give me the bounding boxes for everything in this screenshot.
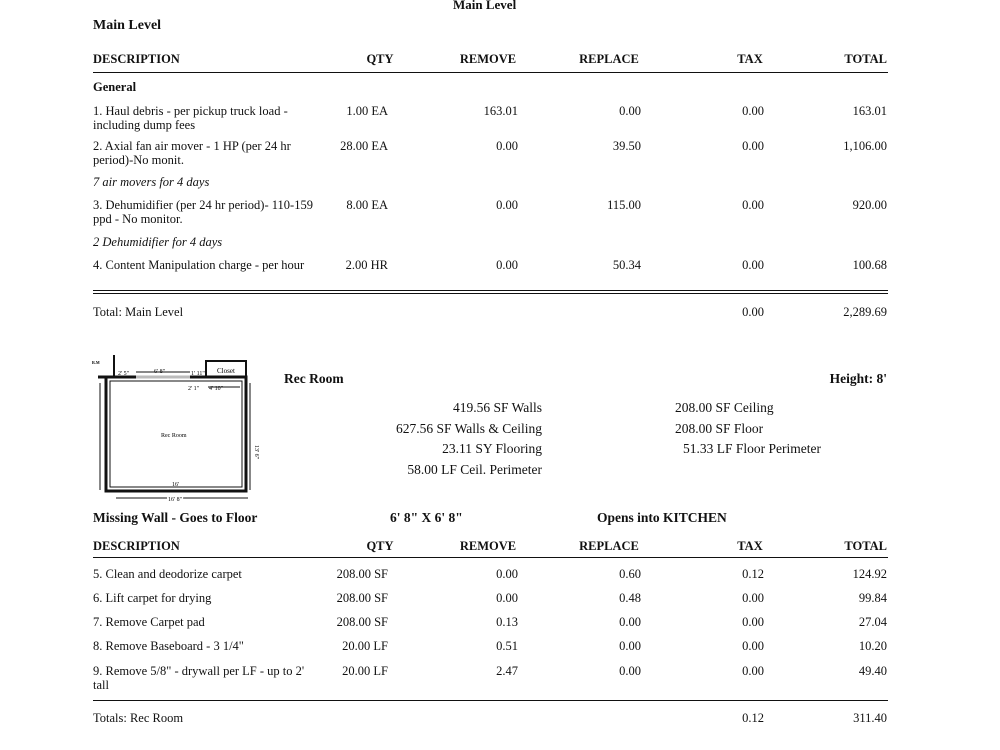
column-header-qty: QTY — [366, 52, 394, 66]
room-sketch — [88, 355, 268, 505]
column-header-total: TOTAL — [844, 539, 887, 553]
item-qty: 20.00 LF — [342, 664, 388, 678]
total-amount: 2,289.69 — [843, 305, 887, 319]
item-tax: 0.00 — [742, 104, 764, 118]
item-description: 5. Clean and deodorize carpet — [93, 567, 242, 581]
column-header-description: DESCRIPTION — [93, 52, 180, 66]
total-tax: 0.00 — [742, 305, 764, 319]
item-total: 99.84 — [858, 591, 887, 605]
room-height: Height: 8' — [829, 371, 887, 386]
item-qty: 8.00 EA — [346, 198, 388, 212]
room-name: Rec Room — [284, 371, 344, 386]
room-stat: 23.11 SY Flooring — [442, 441, 542, 456]
item-total: 10.20 — [858, 639, 887, 653]
totals-amount: 311.40 — [853, 711, 887, 725]
item-remove: 0.00 — [496, 567, 518, 581]
dim-label: 16' — [172, 482, 180, 488]
item-description: 2. Axial fan air mover - 1 HP (per 24 hr period)-No monit. — [93, 139, 291, 167]
item-replace: 0.00 — [619, 104, 641, 118]
item-tax: 0.00 — [742, 615, 764, 629]
column-header-remove: REMOVE — [459, 52, 517, 66]
sketch-tag: R.M — [92, 360, 100, 365]
item-tax: 0.00 — [742, 258, 764, 272]
column-header-tax: TAX — [737, 52, 763, 66]
room-stat: 51.33 LF Floor Perimeter — [683, 441, 821, 456]
room-stat: 627.56 SF Walls & Ceiling — [395, 420, 542, 436]
item-remove: 0.00 — [496, 258, 518, 272]
item-note: 2 Dehumidifier for 4 days — [93, 235, 223, 249]
item-remove: 0.00 — [496, 198, 518, 212]
column-header-remove: REMOVE — [459, 539, 517, 553]
item-qty: 20.00 LF — [342, 639, 388, 653]
item-description: 1. Haul debris - per pickup truck load - including dump fees — [93, 104, 288, 132]
item-total: 920.00 — [852, 198, 887, 212]
item-replace: 0.00 — [619, 639, 641, 653]
missing-wall-size: 6' 8" X 6' 8" — [390, 510, 463, 525]
column-header-qty: QTY — [366, 539, 394, 553]
item-qty: 208.00 SF — [336, 567, 388, 581]
item-description: 9. Remove 5/8" - drywall per LF - up to 2' tall — [93, 664, 305, 692]
item-replace: 0.60 — [619, 567, 641, 581]
closet-label: Closet — [217, 367, 235, 375]
item-remove: 0.13 — [496, 615, 518, 629]
item-total: 27.04 — [858, 615, 887, 629]
item-replace: 0.00 — [619, 615, 641, 629]
column-header-replace: REPLACE — [579, 52, 639, 66]
item-replace: 50.34 — [612, 258, 641, 272]
item-replace: 39.50 — [612, 139, 641, 153]
item-description: 8. Remove Baseboard - 3 1/4" — [93, 639, 244, 653]
column-header-total: TOTAL — [844, 52, 887, 66]
item-description: 4. Content Manipulation charge - per hour — [93, 258, 305, 272]
item-description: 7. Remove Carpet pad — [93, 615, 205, 629]
missing-wall-opens: Opens into KITCHEN — [597, 510, 727, 525]
dim-label: 4' 10" — [209, 386, 224, 392]
item-qty: 2.00 HR — [345, 258, 388, 272]
item-description: 6. Lift carpet for drying — [93, 591, 212, 605]
dim-label: 1' 11" — [191, 371, 205, 377]
group-title: General — [93, 80, 137, 94]
item-replace: 115.00 — [607, 198, 641, 212]
item-tax: 0.00 — [742, 664, 764, 678]
sketch-room-label: Rec Room — [161, 433, 187, 439]
item-qty: 28.00 EA — [340, 139, 388, 153]
total-label: Total: Main Level — [93, 305, 184, 319]
item-qty: 208.00 SF — [336, 591, 388, 605]
missing-wall-label: Missing Wall - Goes to Floor — [93, 510, 258, 525]
totals-tax: 0.12 — [742, 711, 764, 725]
dim-label: 13' 6" — [253, 445, 259, 460]
item-note: 7 air movers for 4 days — [93, 175, 210, 189]
room-stat: 208.00 SF Ceiling — [675, 400, 774, 415]
room-stat: 58.00 LF Ceil. Perimeter — [407, 461, 542, 477]
item-tax: 0.00 — [742, 591, 764, 605]
item-total: 124.92 — [852, 567, 887, 581]
item-replace: 0.00 — [619, 664, 641, 678]
item-qty: 1.00 EA — [346, 104, 388, 118]
item-remove: 163.01 — [483, 104, 518, 118]
item-remove: 0.00 — [496, 591, 518, 605]
item-total: 163.01 — [852, 104, 887, 118]
column-header-replace: REPLACE — [579, 539, 639, 553]
item-qty: 208.00 SF — [336, 615, 388, 629]
page-header: Main Level — [453, 0, 517, 12]
column-header-description: DESCRIPTION — [93, 539, 180, 553]
item-tax: 0.00 — [742, 139, 764, 153]
item-remove: 0.51 — [496, 639, 518, 653]
room-stat: 419.56 SF Walls — [452, 400, 542, 415]
item-tax: 0.00 — [742, 639, 764, 653]
item-replace: 0.48 — [619, 591, 641, 605]
item-tax: 0.00 — [742, 198, 764, 212]
dim-label: 6' 8" — [154, 369, 166, 375]
item-remove: 0.00 — [496, 139, 518, 153]
item-total: 100.68 — [852, 258, 887, 272]
item-tax: 0.12 — [742, 567, 764, 581]
room-stat: 208.00 SF Floor — [675, 420, 764, 436]
item-description: 3. Dehumidifier (per 24 hr period)- 110-159 ppd - No monitor. — [93, 198, 313, 226]
item-total: 1,106.00 — [843, 139, 887, 153]
dim-label: 2' 1" — [188, 386, 200, 392]
dim-label: 16' 8" — [168, 497, 183, 503]
dim-label: 2' 5" — [118, 371, 130, 377]
section-title: Main Level — [93, 18, 162, 33]
column-header-tax: TAX — [737, 539, 763, 553]
item-remove: 2.47 — [496, 664, 518, 678]
item-total: 49.40 — [858, 664, 887, 678]
totals-label: Totals: Rec Room — [93, 711, 184, 725]
